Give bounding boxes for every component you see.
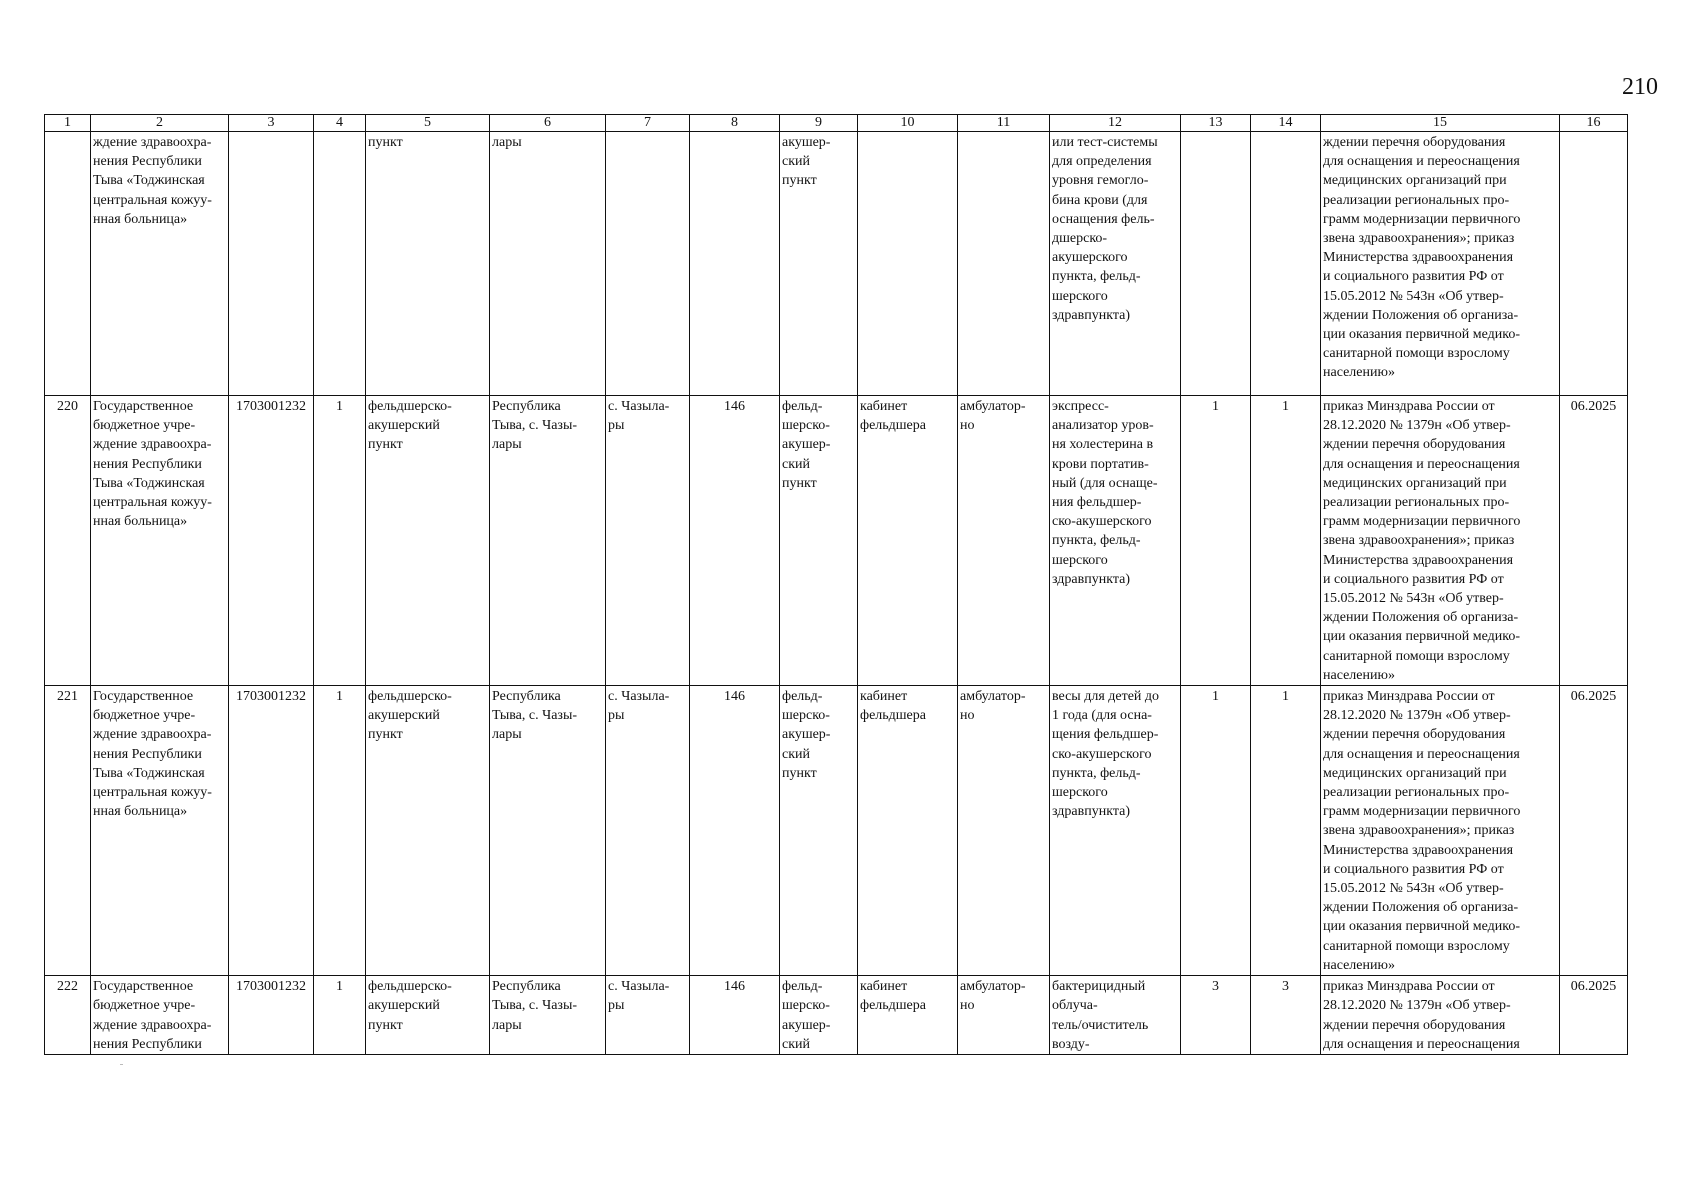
cell-equipment: или тест-системы для определения уровня гемогло- бина крови (для оснащения фель- дшерско- акушерского пункта, фельд- шерского здравпункта) [1050, 132, 1181, 396]
cell-col13: 3 [1181, 976, 1251, 1055]
cell-inn: 1703001232 [229, 396, 314, 686]
col-header-16: 16 [1560, 115, 1628, 132]
col-header-12: 12 [1050, 115, 1181, 132]
cell-row-number: 222 [45, 976, 91, 1055]
col-header-14: 14 [1251, 115, 1321, 132]
cell-care-type [958, 132, 1050, 396]
cell-unit: пункт [366, 132, 490, 396]
cell-care-type: амбулатор- но [958, 396, 1050, 686]
col-header-8: 8 [690, 115, 780, 132]
cell-equipment: бактерицидный облуча- тель/очиститель возду- [1050, 976, 1181, 1055]
table-row [45, 686, 1628, 976]
cell-population: 146 [690, 686, 780, 976]
cell-room [858, 132, 958, 396]
cell-address: Республика Тыва, с. Чазы- лары [490, 686, 606, 976]
cell-room: кабинет фельдшера [858, 686, 958, 976]
cell-population: 146 [690, 976, 780, 1055]
cell-subunit: фельд- шерско- акушер- ский [780, 976, 858, 1055]
cell-legal-basis: приказ Минздрава России от 28.12.2020 № 1379н «Об утвер- ждении перечня оборудования для оснащения и переоснащения медицинских организаций при реализации региональных про- грамм модернизации первичного звена здравоохранения»; приказ Министерства здравоохранения и социального развития РФ от 15.05.2012 № 543н «Об утвер- ждении Положения об организа- ции оказания первичной медико- санитарной помощи взрослому населению» [1321, 686, 1560, 976]
col-header-15: 15 [1321, 115, 1560, 132]
cell-locality: с. Чазыла- ры [606, 976, 690, 1055]
cell-col13: 1 [1181, 686, 1251, 976]
col-header-1: 1 [45, 115, 91, 132]
scan-speck [120, 1064, 123, 1065]
cell-subunit: акушер- ский пункт [780, 132, 858, 396]
cell-address: лары [490, 132, 606, 396]
cell-col14 [1251, 132, 1321, 396]
table-row [45, 132, 1628, 396]
cell-col14: 1 [1251, 396, 1321, 686]
cell-date: 06.2025 [1560, 976, 1628, 1055]
cell-room: кабинет фельдшера [858, 976, 958, 1055]
col-header-4: 4 [314, 115, 366, 132]
cell-population [690, 132, 780, 396]
col-header-13: 13 [1181, 115, 1251, 132]
col-header-6: 6 [490, 115, 606, 132]
col-header-2: 2 [91, 115, 229, 132]
cell-quantity: 1 [314, 686, 366, 976]
cell-date: 06.2025 [1560, 686, 1628, 976]
cell-population: 146 [690, 396, 780, 686]
cell-quantity: 1 [314, 396, 366, 686]
table-row [45, 396, 1628, 686]
table-row [45, 976, 1628, 1055]
cell-unit: фельдшерско- акушерский пункт [366, 976, 490, 1055]
cell-row-number: 221 [45, 686, 91, 976]
col-header-3: 3 [229, 115, 314, 132]
cell-col14: 3 [1251, 976, 1321, 1055]
cell-inn: 1703001232 [229, 976, 314, 1055]
cell-care-type: амбулатор- но [958, 686, 1050, 976]
cell-quantity [314, 132, 366, 396]
cell-organization: ждение здравоохра- нения Республики Тыва «Тоджинская центральная кожуу- нная больница» [91, 132, 229, 396]
cell-legal-basis: ждении перечня оборудования для оснащения и переоснащения медицинских организаций при реализации региональных про- грамм модернизации первичного звена здравоохранения»; приказ Министерства здравоохранения и социального развития РФ от 15.05.2012 № 543н «Об утвер- ждении Положения об организа- ции оказания первичной медико- санитарной помощи взрослому населению» [1321, 132, 1560, 396]
cell-room: кабинет фельдшера [858, 396, 958, 686]
cell-inn [229, 132, 314, 396]
cell-col13 [1181, 132, 1251, 396]
column-number-row [45, 115, 1628, 132]
cell-locality: с. Чазыла- ры [606, 396, 690, 686]
cell-inn: 1703001232 [229, 686, 314, 976]
cell-col14: 1 [1251, 686, 1321, 976]
cell-subunit: фельд- шерско- акушер- ский пункт [780, 396, 858, 686]
cell-date [1560, 132, 1628, 396]
cell-organization: Государственное бюджетное учре- ждение здравоохра- нения Республики Тыва «Тоджинская центральная кожуу- нная больница» [91, 396, 229, 686]
cell-unit: фельдшерско- акушерский пункт [366, 396, 490, 686]
cell-subunit: фельд- шерско- акушер- ский пункт [780, 686, 858, 976]
page-number: 210 [1622, 74, 1658, 100]
cell-equipment: весы для детей до 1 года (для осна- щения фельдшер- ско-акушерского пункта, фельд- шерского здравпункта) [1050, 686, 1181, 976]
cell-row-number [45, 132, 91, 396]
cell-care-type: амбулатор- но [958, 976, 1050, 1055]
cell-legal-basis: приказ Минздрава России от 28.12.2020 № 1379н «Об утвер- ждении перечня оборудования для оснащения и переоснащения медицинских организаций при реализации региональных про- грамм модернизации первичного звена здравоохранения»; приказ Министерства здравоохранения и социального развития РФ от 15.05.2012 № 543н «Об утвер- ждении Положения об организа- ции оказания первичной медико- санитарной помощи взрослому населению» [1321, 396, 1560, 686]
col-header-10: 10 [858, 115, 958, 132]
equipment-table [44, 114, 1628, 1055]
col-header-11: 11 [958, 115, 1050, 132]
cell-address: Республика Тыва, с. Чазы- лары [490, 396, 606, 686]
cell-locality: с. Чазыла- ры [606, 686, 690, 976]
cell-address: Республика Тыва, с. Чазы- лары [490, 976, 606, 1055]
cell-organization: Государственное бюджетное учре- ждение здравоохра- нения Республики Тыва «Тоджинская центральная кожуу- нная больница» [91, 686, 229, 976]
cell-locality [606, 132, 690, 396]
cell-quantity: 1 [314, 976, 366, 1055]
col-header-9: 9 [780, 115, 858, 132]
cell-legal-basis: приказ Минздрава России от 28.12.2020 № 1379н «Об утвер- ждении перечня оборудования для оснащения и переоснащения [1321, 976, 1560, 1055]
cell-col13: 1 [1181, 396, 1251, 686]
col-header-7: 7 [606, 115, 690, 132]
cell-unit: фельдшерско- акушерский пункт [366, 686, 490, 976]
col-header-5: 5 [366, 115, 490, 132]
cell-organization: Государственное бюджетное учре- ждение здравоохра- нения Республики [91, 976, 229, 1055]
cell-equipment: экспресс- анализатор уров- ня холестерина в крови портатив- ный (для оснаще- ния фельдшер- ско-акушерского пункта, фельд- шерского здравпункта) [1050, 396, 1181, 686]
cell-date: 06.2025 [1560, 396, 1628, 686]
cell-row-number: 220 [45, 396, 91, 686]
